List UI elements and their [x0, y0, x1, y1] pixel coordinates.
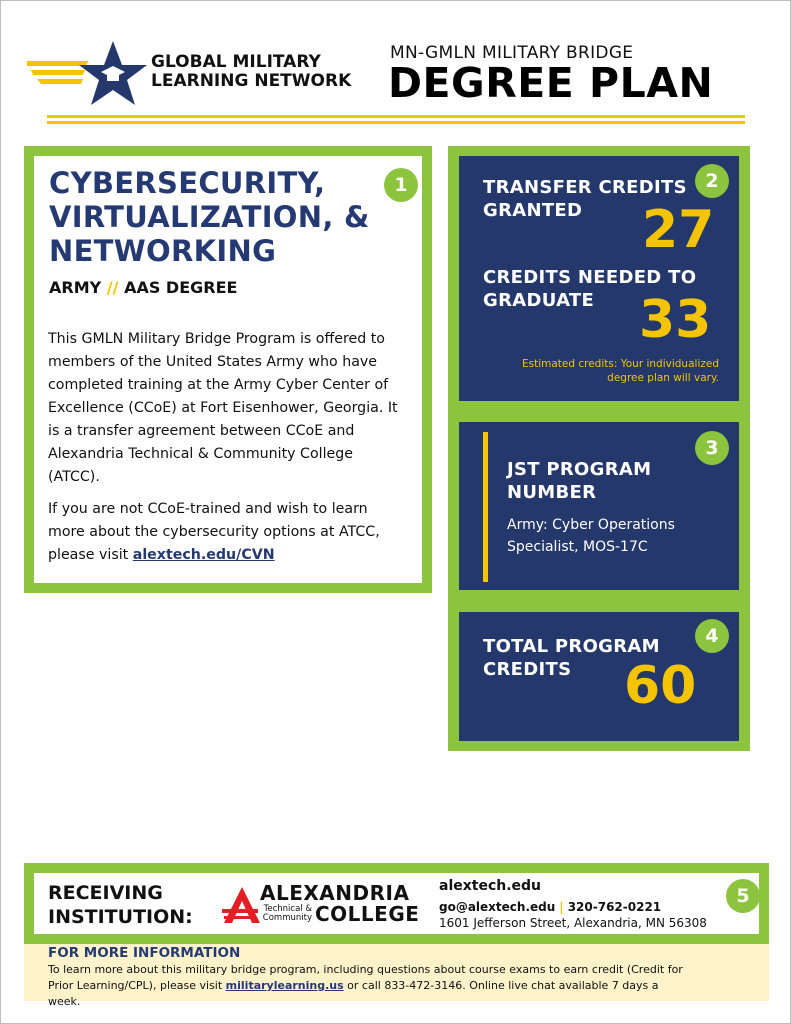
more-info-text: To learn more about this military bridge program, including questions about course exams to earn credit (Credit for Prior Learning/CPL), please visit militarylearning.us or call 833-472-3146. Online live chat available 7 days a week. — [48, 963, 683, 1008]
step-badge-2: 2 — [695, 164, 729, 198]
total-credits-label: TOTAL PROGRAM CREDITS — [483, 636, 660, 680]
credits-needed-value: 33 — [639, 290, 712, 350]
credits-panel — [459, 156, 739, 401]
receiving-label: RECEIVING INSTITUTION: — [48, 882, 193, 928]
total-credits-panel — [459, 612, 739, 741]
email-link[interactable]: go@alextech.edu — [439, 900, 556, 914]
phone-number: 320-762-0221 — [567, 900, 662, 914]
program-description: This GMLN Military Bridge Program is offered to members of the United States Army who have completed training at the Army Cyber Center of Excellence (CCoE) at Fort Eisenhower, Georgia. It is a transfer agreement between CCoE and Alexandria Technical & Community College (ATCC). — [48, 331, 398, 485]
header-divider — [47, 115, 745, 129]
total-credits-value: 60 — [624, 656, 697, 716]
address: 1601 Jefferson Street, Alexandria, MN 56308 — [439, 916, 707, 930]
jst-description: Army: Cyber Operations Specialist, MOS-17C — [507, 517, 675, 555]
step-badge-4: 4 — [695, 619, 729, 653]
estimate-note: Estimated credits: Your individualized degree plan will vary. — [521, 358, 719, 384]
more-info-heading: FOR MORE INFORMATION — [48, 945, 241, 961]
more-info-box — [24, 944, 769, 1008]
transfer-credits-label: TRANSFER CREDITS GRANTED — [483, 177, 687, 221]
jst-label: JST PROGRAM NUMBER — [507, 459, 652, 503]
jst-accent-bar — [483, 432, 488, 582]
program-more-info: If you are not CCoE-trained and wish to learn more about the cybersecurity options at ATCC, please visit alextech.edu/CVN — [48, 501, 380, 563]
transfer-credits-value: 27 — [642, 200, 715, 260]
step-badge-1: 1 — [384, 168, 418, 202]
alexandria-college-logo: ALEXANDRIA Technical & Community COLLEGE — [222, 879, 432, 927]
program-subtitle: ARMY // AAS DEGREE — [49, 278, 238, 297]
militarylearning-link[interactable]: militarylearning.us — [225, 979, 344, 992]
receiving-institution-section — [24, 863, 769, 1008]
credits-needed-label: CREDITS NEEDED TO GRADUATE — [483, 267, 697, 311]
program-title: CYBERSECURITY, VIRTUALIZATION, & NETWORKING — [49, 166, 370, 268]
program-card — [24, 146, 432, 593]
receiving-box — [24, 863, 769, 944]
step-badge-3: 3 — [695, 431, 729, 465]
step-badge-5: 5 — [726, 879, 760, 913]
website-link[interactable]: alextech.edu — [439, 878, 542, 894]
header-subtitle: MN-GMLN MILITARY BRIDGE — [390, 43, 634, 63]
credits-column — [448, 146, 750, 751]
jst-panel — [459, 422, 739, 590]
contact-info: alextech.edu go@alextech.edu | 320-762-0221 1601 Jefferson Street, Alexandria, MN 56308 — [439, 878, 707, 930]
page-title: DEGREE PLAN — [388, 59, 714, 107]
gmln-logo-text: GLOBAL MILITARY LEARNING NETWORK — [151, 52, 352, 91]
cvn-link[interactable]: alextech.edu/CVN — [132, 547, 275, 563]
alexandria-a-icon — [222, 885, 262, 925]
